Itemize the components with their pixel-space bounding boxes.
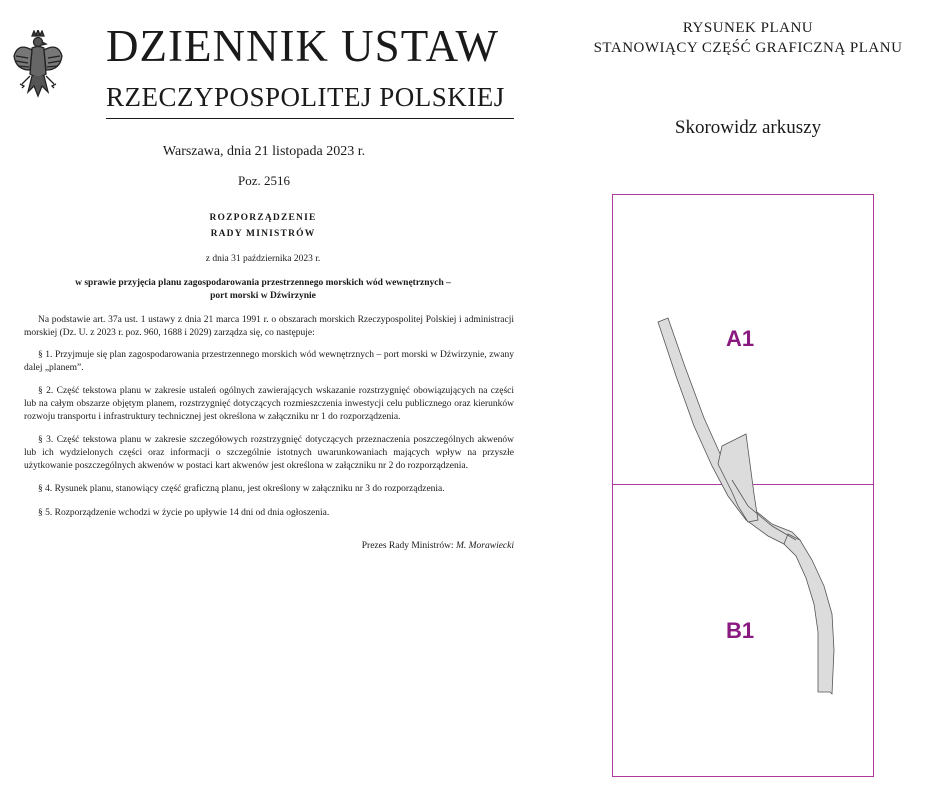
- journal-subtitle: RZECZYPOSPOLITEJ POLSKIEJ: [106, 82, 505, 112]
- sheet-index-title: Skorowidz arkuszy: [674, 117, 822, 138]
- section-number: § 4.: [38, 484, 53, 494]
- publication-date: Warszawa, dnia 21 listopada 2023 r.: [162, 144, 366, 159]
- section-number: § 3.: [38, 435, 54, 445]
- section-4: [24, 483, 514, 496]
- act-issuer: RADY MINISTRÓW: [210, 229, 316, 239]
- section-number: § 2.: [38, 386, 54, 396]
- section-text: Przyjmuje się plan zagospodarowania przestrzennego morskich wód wewnętrznych – port morski w Dźwirzynie, zwany dalej „planem”.: [24, 350, 515, 373]
- section-2: [24, 385, 514, 423]
- map-title-line-1: RYSUNEK PLANU: [682, 20, 814, 36]
- section-text: Część tekstowa planu w zakresie szczegółowych rozstrzygnięć dotyczących przeznaczenia poszczególnych akwenów lub ich wydzielonych części oraz informacji o szczególnie istotnych uwarunkowaniach mających wpływ na przyszłe użytkowanie poszczególnych akwenów w postaci kart akwenów jest określona w załączniku nr 2 do rozporządzenia.: [24, 435, 514, 471]
- polish-eagle-icon: [12, 30, 64, 114]
- position-number: Poz. 2516: [238, 173, 290, 188]
- map-title-line-2: STANOWIĄCY CZĘŚĆ GRAFICZNĄ PLANU: [593, 40, 903, 56]
- section-text: Rysunek planu, stanowiący część graficzną planu, jest określony w załączniku nr 3 do rozporządzenia.: [54, 484, 445, 494]
- section-number: § 1.: [38, 350, 53, 360]
- act-subject-line-1: w sprawie przyjęcia planu zagospodarowania przestrzennego morskich wód wewnętrznych –: [75, 278, 451, 288]
- signature-name: M. Morawiecki: [455, 541, 514, 551]
- section-5: [24, 507, 514, 520]
- sheet-label-b1[interactable]: B1: [725, 618, 755, 643]
- journal-title: DZIENNIK USTAW: [106, 21, 499, 71]
- lower-channel-area: [784, 534, 834, 694]
- section-text: Część tekstowa planu w zakresie ustaleń ogólnych zawierających wskazanie rozstrzygnięć obowiązujących na części lub na całym obszarze objętym planem, rozstrzygnięć dotyczących rozmieszczenia inwestycji celu publicznego oraz kierunków rozwoju transportu i infrastruktury technicznej jest określona w załączniku nr 1 do rozporządzenia.: [24, 386, 515, 422]
- act-type: ROZPORZĄDZENIE: [209, 213, 317, 223]
- sheet-label-a1[interactable]: A1: [725, 326, 755, 351]
- act-subject-line-2: port morski w Dźwirzynie: [210, 291, 316, 301]
- section-1: [24, 349, 514, 375]
- section-text: Rozporządzenie wchodzi w życie po upływie 14 dni od dnia ogłoszenia.: [54, 508, 330, 518]
- legal-basis-paragraph: Na podstawie art. 37a ust. 1 ustawy z dnia 21 marca 1991 r. o obszarach morskich Rzeczypospolitej Polskiej i administracji morskiej (Dz. U. z 2023 r. poz. 960, 1688 i 2029) zarządza się, co następuje:: [24, 315, 514, 338]
- signature-line: [24, 541, 514, 551]
- title-divider: [106, 118, 514, 119]
- channel-area: [658, 318, 800, 546]
- section-number: § 5.: [38, 508, 53, 518]
- plan-area-map: [612, 194, 874, 777]
- section-3: [24, 434, 514, 472]
- signature-role: Prezes Rady Ministrów:: [361, 541, 454, 551]
- act-date: z dnia 31 października 2023 r.: [205, 254, 321, 264]
